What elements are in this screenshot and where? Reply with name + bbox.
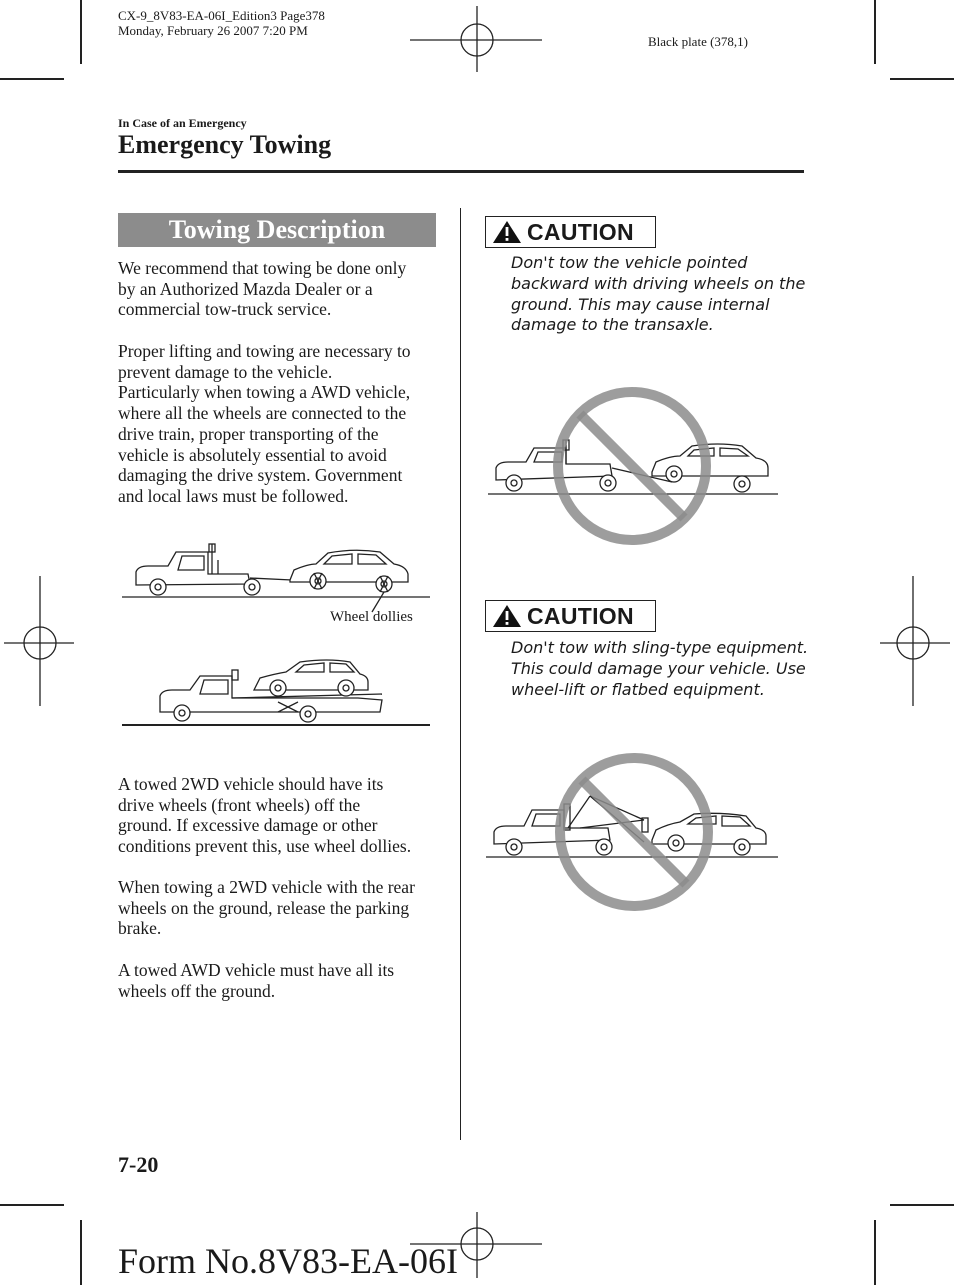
text-line: A towed AWD vehicle must have all its — [118, 960, 395, 980]
text-line: by an Authorized Mazda Dealer or a — [118, 278, 373, 299]
text-line: where all the wheels are connected to the — [118, 403, 407, 424]
text-line: damage to the transaxle. — [511, 315, 714, 335]
page-title: Emergency Towing — [118, 130, 332, 159]
text-line: backward with driving wheels on the — [511, 273, 806, 293]
paragraph — [118, 877, 448, 939]
caution-message — [511, 638, 811, 700]
text-line: A towed 2WD vehicle should have its — [118, 774, 384, 794]
caution-label: CAUTION — [527, 602, 634, 629]
text-line: Proper lifting and towing are necessary to — [118, 341, 411, 361]
caution-label: CAUTION — [527, 218, 634, 245]
paragraph — [118, 341, 448, 507]
flatbed-tow-illustration — [118, 650, 438, 732]
text-line: wheel-lift or flatbed equipment. — [511, 679, 765, 699]
section-banner: Towing Description — [118, 213, 436, 247]
registration-mark-icon — [410, 6, 542, 72]
text-line: prevent damage to the vehicle. — [118, 361, 333, 382]
text-line: Don't tow with sling-type equipment. — [511, 638, 809, 657]
registration-mark-icon — [4, 576, 74, 706]
form-number: Form No.8V83-EA-06I — [118, 1241, 458, 1281]
text-line: ground. This may cause internal — [511, 294, 770, 314]
text-line: When towing a 2WD vehicle with the rear — [118, 877, 415, 897]
text-line: Don't tow the vehicle pointed — [511, 253, 748, 272]
text-line: wheels off the ground. — [118, 980, 276, 1001]
warning-triangle-icon — [492, 220, 522, 244]
text-line: wheels on the ground, release the parking — [118, 897, 410, 918]
text-line: conditions prevent this, use wheel dollies. — [118, 836, 412, 857]
plate-label: Black plate (378,1) — [648, 34, 748, 49]
prohibition-icon — [550, 384, 714, 548]
print-meta-line: Monday, February 26 2007 7:20 PM — [118, 23, 308, 38]
text-line: vehicle is absolutely essential to avoid — [118, 444, 387, 465]
text-line: This could damage your vehicle. Use — [511, 658, 806, 678]
text-line: Particularly when towing a AWD vehicle, — [118, 382, 411, 403]
paragraph — [118, 774, 448, 857]
text-line: commercial tow-truck service. — [118, 299, 332, 320]
column-divider — [460, 208, 461, 1140]
text-line: ground. If excessive damage or other — [118, 815, 378, 836]
figure-ground-line — [122, 724, 430, 726]
warning-triangle-icon — [492, 604, 522, 628]
print-meta — [118, 8, 325, 38]
text-line: drive wheels (front wheels) off the — [118, 794, 361, 815]
text-line: drive train, proper transporting of the — [118, 423, 379, 444]
paragraph — [118, 960, 448, 1001]
figure-label: Wheel dollies — [330, 609, 413, 625]
page-number: 7-20 — [118, 1152, 159, 1177]
title-rule — [118, 170, 804, 173]
chapter-label: In Case of an Emergency — [118, 116, 247, 130]
caution-box — [485, 216, 656, 248]
caution-box — [485, 600, 656, 632]
caution-message — [511, 253, 811, 336]
text-line: damaging the drive system. Government — [118, 465, 403, 486]
text-line: brake. — [118, 918, 162, 939]
registration-mark-icon — [880, 576, 950, 706]
text-line: and local laws must be followed. — [118, 485, 349, 506]
paragraph — [118, 258, 448, 320]
prohibition-icon — [552, 750, 716, 914]
text-line: We recommend that towing be done only — [118, 258, 407, 278]
print-meta-line: CX-9_8V83-EA-06I_Edition3 Page378 — [118, 8, 325, 23]
